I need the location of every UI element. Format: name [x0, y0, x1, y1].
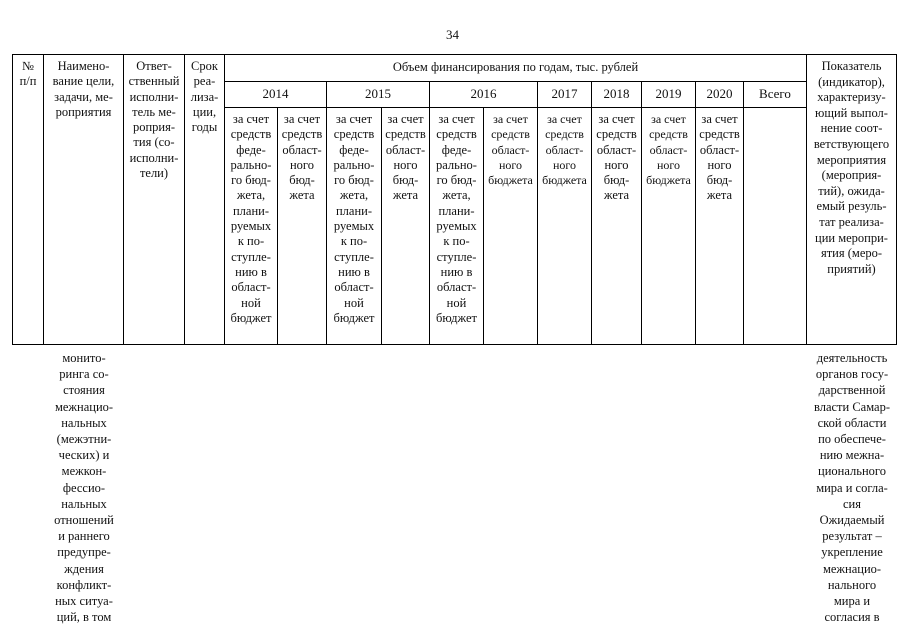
subheader-total [744, 108, 807, 345]
year-2018: 2018 [592, 82, 642, 108]
subheader-2014-federal: за счет средств феде- рально- го бюд- жета, плани- руемых к по- ступле- нию в област- ной бюджет [225, 108, 278, 345]
subheader-2016-federal: за счет средств феде- рально- го бюд- жета, плани- руемых к по- ступле- нию в област- ной бюджет [430, 108, 484, 345]
header-term: Срок реа- лиза- ции, годы [185, 54, 225, 345]
year-2014: 2014 [225, 82, 327, 108]
subheader-2016-regional: за счет средств област- ного бюджета [484, 108, 538, 345]
year-2016: 2016 [430, 82, 538, 108]
subheader-2018-regional: за счет средств област- ного бюд- жета [592, 108, 642, 345]
year-total: Всего [744, 82, 807, 108]
subheader-2015-regional: за счет средств област- ного бюд- жета [382, 108, 430, 345]
header-name: Наимено- вание цели, задачи, ме- роприятия [44, 54, 124, 345]
subheader-2020-regional: за счет средств област- ного бюд- жета [696, 108, 744, 345]
year-2015: 2015 [327, 82, 430, 108]
year-2019: 2019 [642, 82, 696, 108]
page-number: 34 [446, 27, 459, 42]
subheader-2015-federal: за счет средств феде- рально- го бюд- жета, плани- руемых к по- ступле- нию в област- ной бюджет [327, 108, 382, 345]
header-financing: Объем финансирования по годам, тыс. рублей [225, 54, 807, 82]
header-num: № п/п [12, 54, 44, 345]
header-responsible: Ответ- ственный исполни- тель ме- роприя- тия (со- исполни- тели) [124, 54, 185, 345]
year-2017: 2017 [538, 82, 592, 108]
subheader-2014-regional: за счет средств област- ного бюд- жета [278, 108, 327, 345]
year-2020: 2020 [696, 82, 744, 108]
subheader-2019-regional: за счет средств област- ного бюджета [642, 108, 696, 345]
header-indicator: Показатель (индикатор), характеризу- ющий выпол- нение соот- ветствующего мероприятия (мероприя- тий), ожида- емый резуль- тат реализа- ции меропри- ятия (меро- приятий) [807, 54, 897, 345]
subheader-2017-regional: за счет средств област- ного бюджета [538, 108, 592, 345]
name-continuation-text: монито- ринга со- стояния межнацио- нальных (межэтни- ческих) и межкон- фессио- нальных отношений и раннего предупре- ждения конфликт- ных ситуа- ций, в том [54, 351, 114, 625]
indicator-continuation-text: деятельность органов госу- дарственной власти Самар- ской области по обеспече- нию межна- ционального мира и согла- сия Ожидаемый результат – укрепление межнацио- нального мира и согласия в [813, 351, 891, 625]
